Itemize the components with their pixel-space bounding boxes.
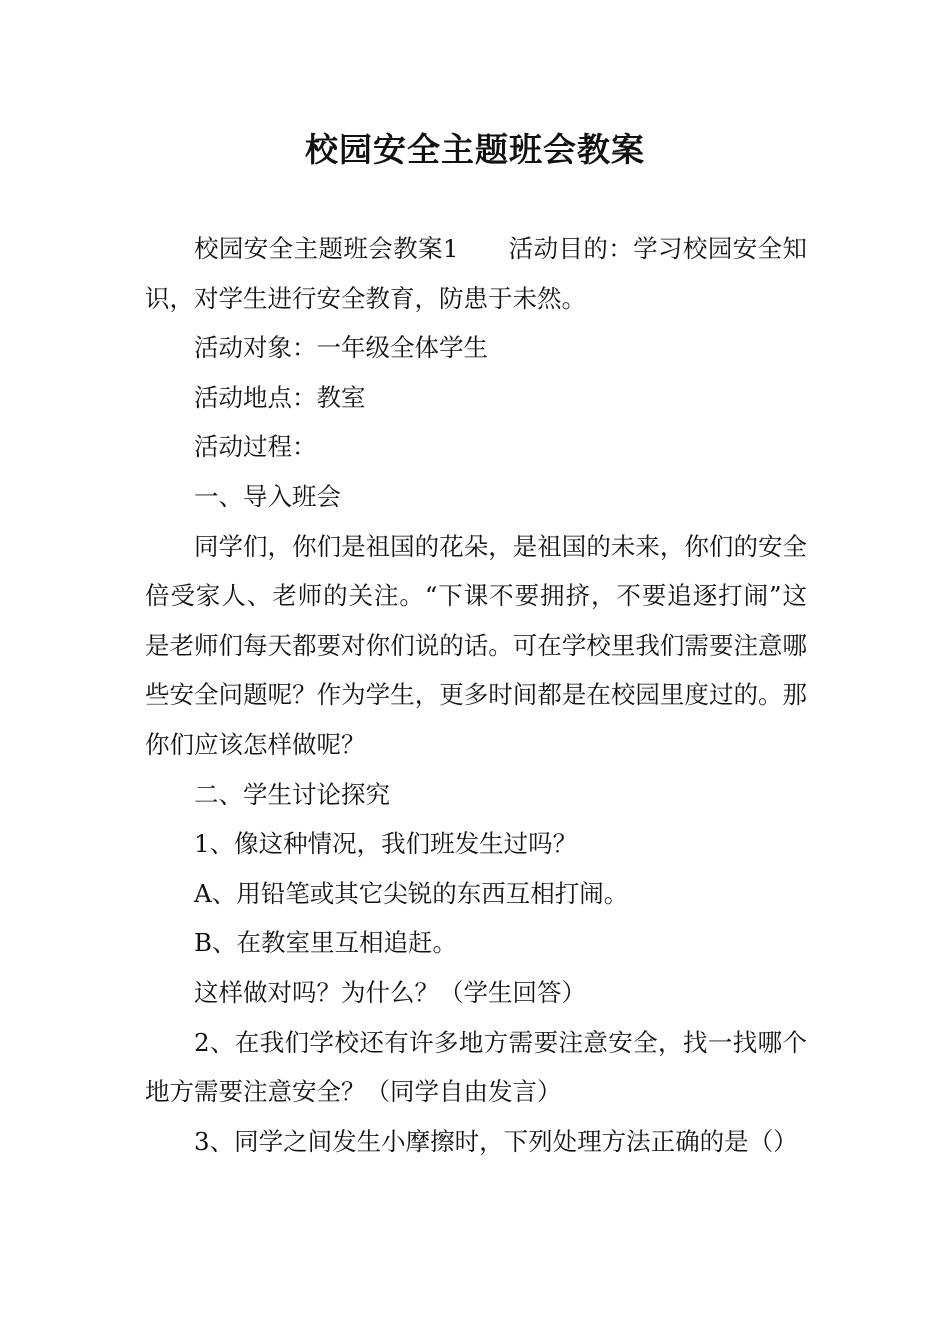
question-followup: 这样做对吗？为什么？（学生回答） bbox=[194, 977, 586, 1007]
option-a: A、用铅笔或其它尖锐的东西互相打闹。 bbox=[194, 878, 629, 908]
paragraph-intro-speech: 同学们，你们是祖国的花朵，是祖国的未来，你们的安全倍受家人、老师的关注。“下课不要拥挤，不要追逐打闹”这是老师们每天都要对你们说的话。可在学校里我们需要注意哪些安全问题呢？作为学生，更多时间都是在校园里度过的。那你们应该怎样做呢？ bbox=[145, 531, 807, 759]
question-3: 3、同学之间发生小摩擦时，下列处理方法正确的是（） bbox=[194, 1126, 798, 1156]
paragraph-process-heading: 活动过程： bbox=[194, 432, 317, 462]
document-body bbox=[145, 224, 807, 1166]
section-heading-discussion: 二、学生讨论探究 bbox=[194, 779, 390, 809]
paragraph-intro-objective: 校园安全主题班会教案1 活动目的：学习校园安全知识，对学生进行安全教育，防患于未然。 bbox=[145, 234, 807, 313]
question-1: 1、像这种情况，我们班发生过吗？ bbox=[194, 829, 578, 859]
question-2: 2、在我们学校还有许多地方需要注意安全，找一找哪个地方需要注意安全？（同学自由发言） bbox=[145, 1027, 807, 1107]
option-b: B、在教室里互相追赶。 bbox=[194, 928, 458, 958]
paragraph-location: 活动地点：教室 bbox=[194, 382, 366, 412]
section-heading-intro: 一、导入班会 bbox=[194, 481, 341, 511]
document-title: 校园安全主题班会教案 bbox=[305, 130, 645, 169]
paragraph-audience: 活动对象：一年级全体学生 bbox=[194, 333, 488, 363]
